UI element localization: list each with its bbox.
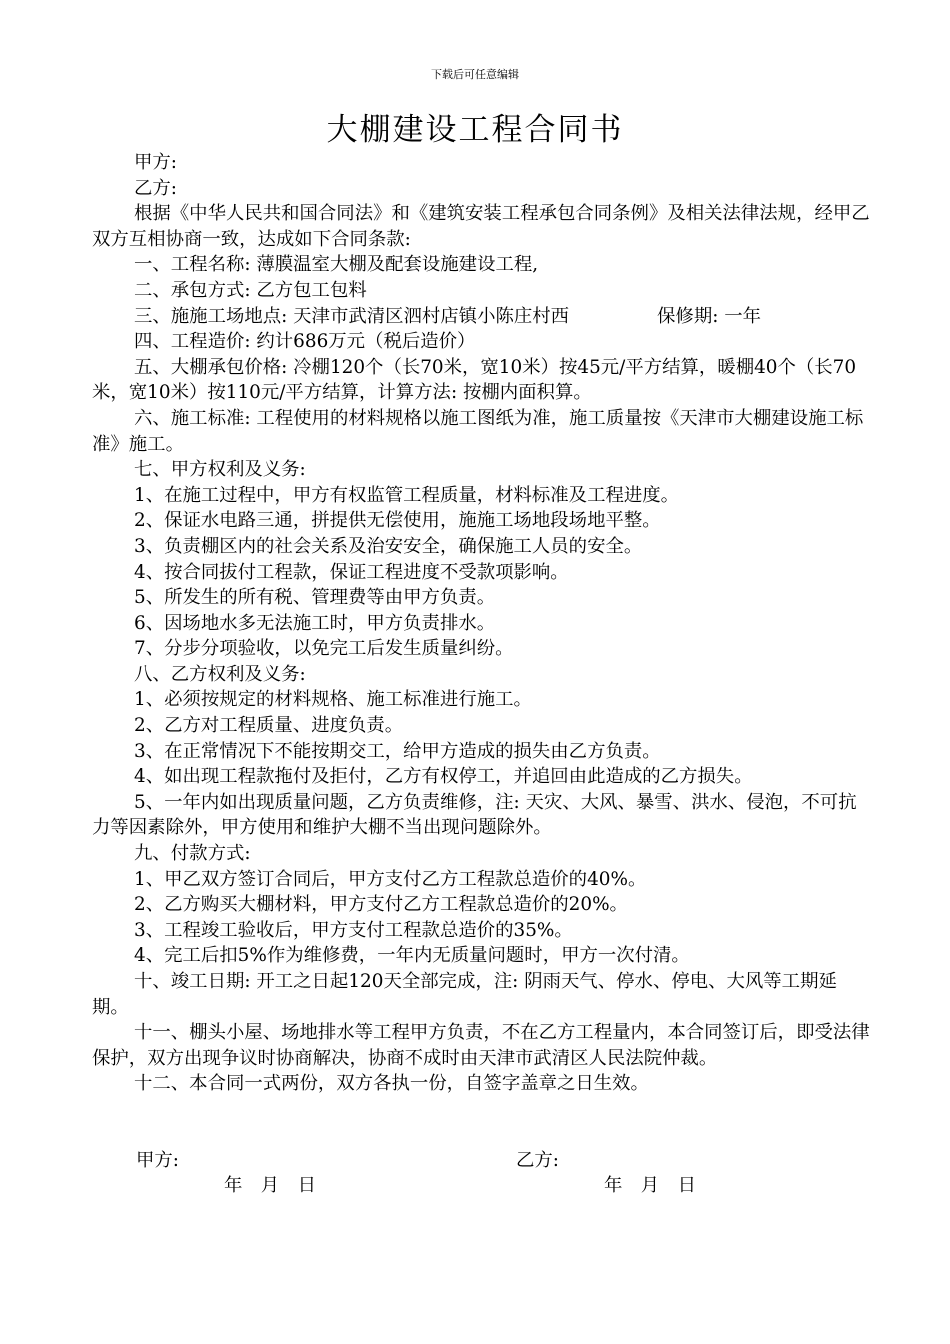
list-item: 2、保证水电路三通，拼提供无偿使用，施施工场地段场地平整。 bbox=[134, 510, 661, 532]
clause-site bbox=[92, 304, 872, 330]
clause-standard: 六、施工标准: 工程使用的材料规格以施工图纸为准，施工质量按《天津市大棚建设施工标准》施工。 bbox=[92, 407, 864, 455]
contract-body bbox=[92, 150, 872, 1097]
list-item: 7、分步分项验收，以免完工后发生质量纠纷。 bbox=[134, 638, 514, 660]
section-payment: 九、付款方式: bbox=[134, 843, 251, 865]
clause-contract-mode: 二、承包方式: 乙方包工包料 bbox=[134, 279, 367, 301]
list-item: 1、甲乙双方签订合同后，甲方支付乙方工程款总造价的40%。 bbox=[134, 868, 647, 890]
party-a-line: 甲方: bbox=[134, 152, 177, 173]
clause-price: 五、大棚承包价格: 冷棚120个（长70米，宽10米）按45元/平方结算，暖棚40个（长70米，宽10米）按110元/平方结算，计算方法: 按棚内面积算。 bbox=[92, 356, 857, 404]
site-text: 三、施施工场地点: 天津市武清区泗村店镇小陈庄村西 bbox=[134, 305, 570, 327]
list-item: 3、工程竣工验收后，甲方支付工程款总造价的35%。 bbox=[134, 919, 573, 941]
list-item: 1、必须按规定的材料规格、施工标准进行施工。 bbox=[134, 689, 532, 711]
party-a-signature-label: 甲方: bbox=[136, 1150, 179, 1171]
clause-misc: 十一、棚头小屋、场地排水等工程甲方负责，不在乙方工程量内，本合同签订后，即受法律保护，双方出现争议时协商解决，协商不成时由天津市武清区人民法院仲裁。 bbox=[92, 1022, 870, 1069]
party-a-date: 年 月 日 bbox=[224, 1175, 316, 1196]
list-item: 4、按合同拔付工程款，保证工程进度不受款项影响。 bbox=[134, 561, 569, 583]
list-item: 6、因场地水多无法施工时，甲方负责排水。 bbox=[134, 612, 496, 634]
signature-area bbox=[0, 1146, 950, 1206]
clause-cost: 四、工程造价: 约计686万元（税后造价） bbox=[134, 331, 476, 353]
clause-project-name: 一、工程名称: 薄膜温室大棚及配套设施建设工程, bbox=[134, 254, 539, 276]
list-item: 3、负责棚区内的社会关系及治安安全，确保施工人员的安全。 bbox=[134, 535, 643, 557]
party-b-date: 年 月 日 bbox=[604, 1175, 696, 1196]
clause-completion-date: 十、竣工日期: 开工之日起120天全部完成，注: 阴雨天气、停水、停电、大风等工期延期。 bbox=[92, 971, 837, 1018]
list-item: 4、完工后扣5%作为维修费，一年内无质量问题时，甲方一次付清。 bbox=[134, 945, 690, 967]
list-item: 4、如出现工程款拖付及拒付，乙方有权停工，并追回由此造成的乙方损失。 bbox=[134, 766, 753, 788]
warranty-text: 保修期: 一年 bbox=[657, 305, 762, 327]
list-item: 2、乙方购买大棚材料，甲方支付乙方工程款总造价的20%。 bbox=[134, 894, 628, 916]
clause-copies: 十二、本合同一式两份，双方各执一份，自签字盖章之日生效。 bbox=[134, 1073, 649, 1095]
list-item: 1、在施工过程中，甲方有权监管工程质量，材料标准及工程进度。 bbox=[134, 484, 680, 506]
preamble: 根据《中华人民共和国合同法》和《建筑安装工程承包合同条例》及相关法律法规，经甲乙双方互相协商一致，达成如下合同条款: bbox=[92, 203, 870, 250]
document-title: 大棚建设工程合同书 bbox=[326, 112, 624, 148]
section-party-b-duties: 八、乙方权利及义务: bbox=[134, 663, 306, 685]
section-party-a-duties: 七、甲方权利及义务: bbox=[134, 459, 306, 481]
list-item: 5、所发生的所有税、管理费等由甲方负责。 bbox=[134, 587, 496, 609]
party-b-signature-label: 乙方: bbox=[516, 1150, 559, 1171]
header-note: 下载后可任意编辑 bbox=[431, 68, 519, 81]
party-b-line: 乙方: bbox=[134, 177, 177, 199]
list-item: 5、一年内如出现质量问题，乙方负责维修，注: 天灾、大风、暴雪、洪水、侵泡，不可抗力等因素除外，甲方使用和维护大棚不当出现问题除外。 bbox=[92, 791, 857, 839]
list-item: 3、在正常情况下不能按期交工，给甲方造成的损失由乙方负责。 bbox=[134, 740, 661, 762]
list-item: 2、乙方对工程质量、进度负责。 bbox=[134, 715, 404, 737]
